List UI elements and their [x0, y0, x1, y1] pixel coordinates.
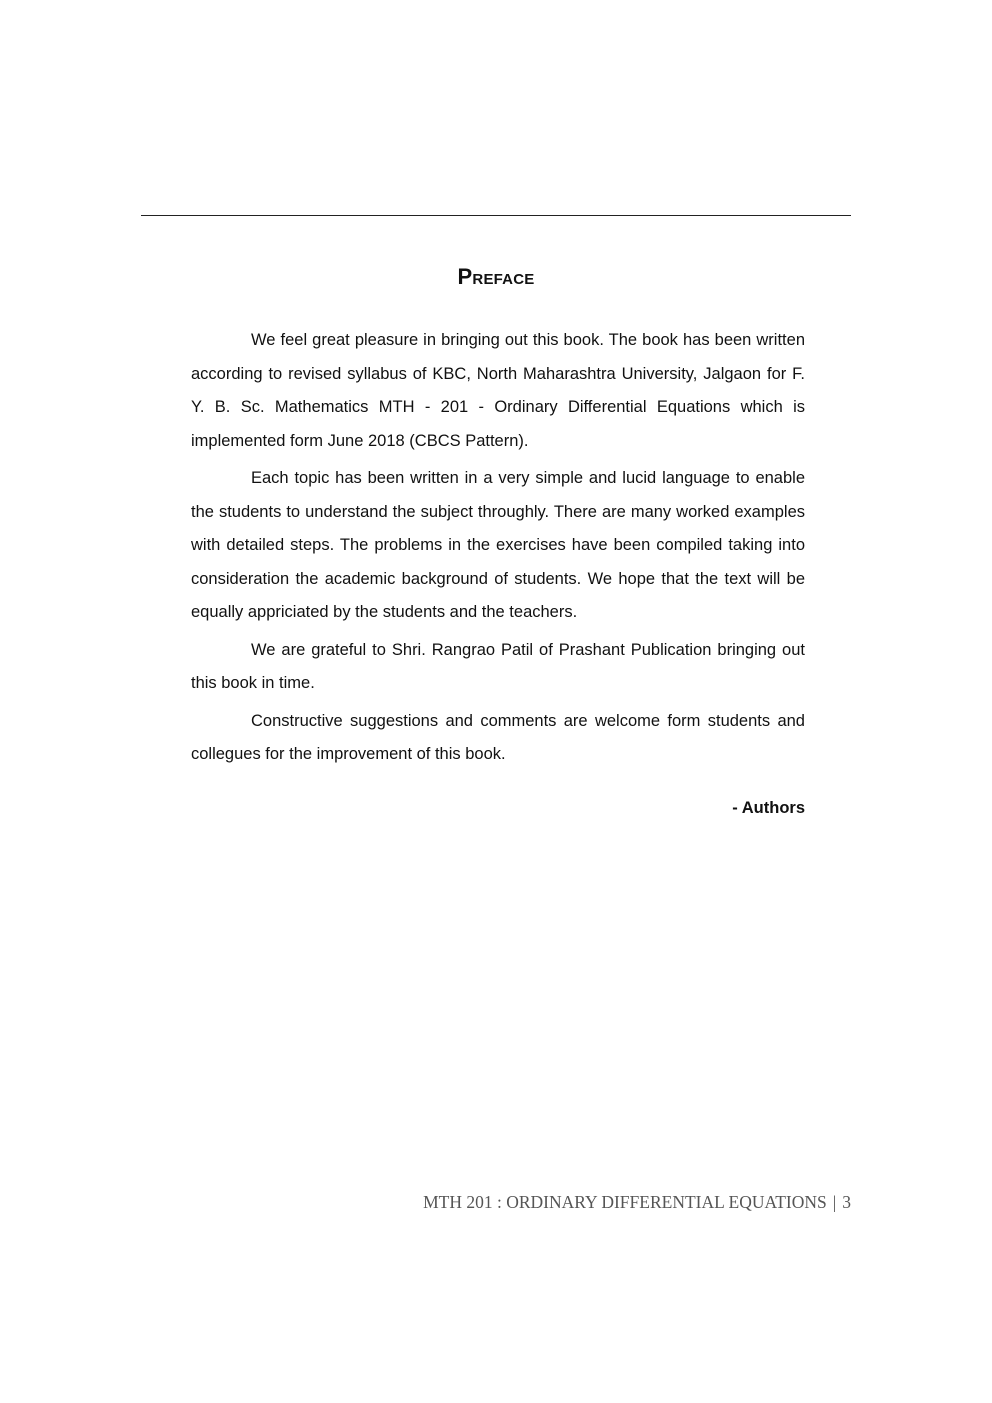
- footer-separator: |: [832, 1192, 837, 1212]
- page-footer: [300, 1192, 851, 1213]
- footer-course-title: MTH 201 : ORDINARY DIFFERENTIAL EQUATIONS: [423, 1192, 827, 1212]
- paragraph-4: Constructive suggestions and comments are welcome form students and collegues for the improvement of this book.: [191, 711, 805, 763]
- paragraph-3: We are grateful to Shri. Rangrao Patil of Prashant Publication bringing out this book in time.: [191, 640, 805, 692]
- authors-signoff: - Authors: [732, 799, 805, 817]
- preface-body: [191, 324, 805, 776]
- paragraph-1: We feel great pleasure in bringing out this book. The book has been written according to revised syllabus of KBC, North Maharashtra University, Jalgaon for F. Y. B. Sc. Mathematics MTH - 201 - Ordinary Differential Equations which is implemented form June 2018 (CBCS Pattern).: [191, 331, 805, 450]
- page-number: 3: [842, 1192, 851, 1212]
- header-rule: [141, 215, 851, 216]
- page-title: Preface: [457, 264, 535, 289]
- paragraph-2: Each topic has been written in a very simple and lucid language to enable the students to understand the subject throughly. There are many worked examples with detailed steps. The problems in the exercises have been compiled taking into consideration the academic background of students. We hope that the text will be equally appriciated by the students and the teachers.: [191, 469, 805, 621]
